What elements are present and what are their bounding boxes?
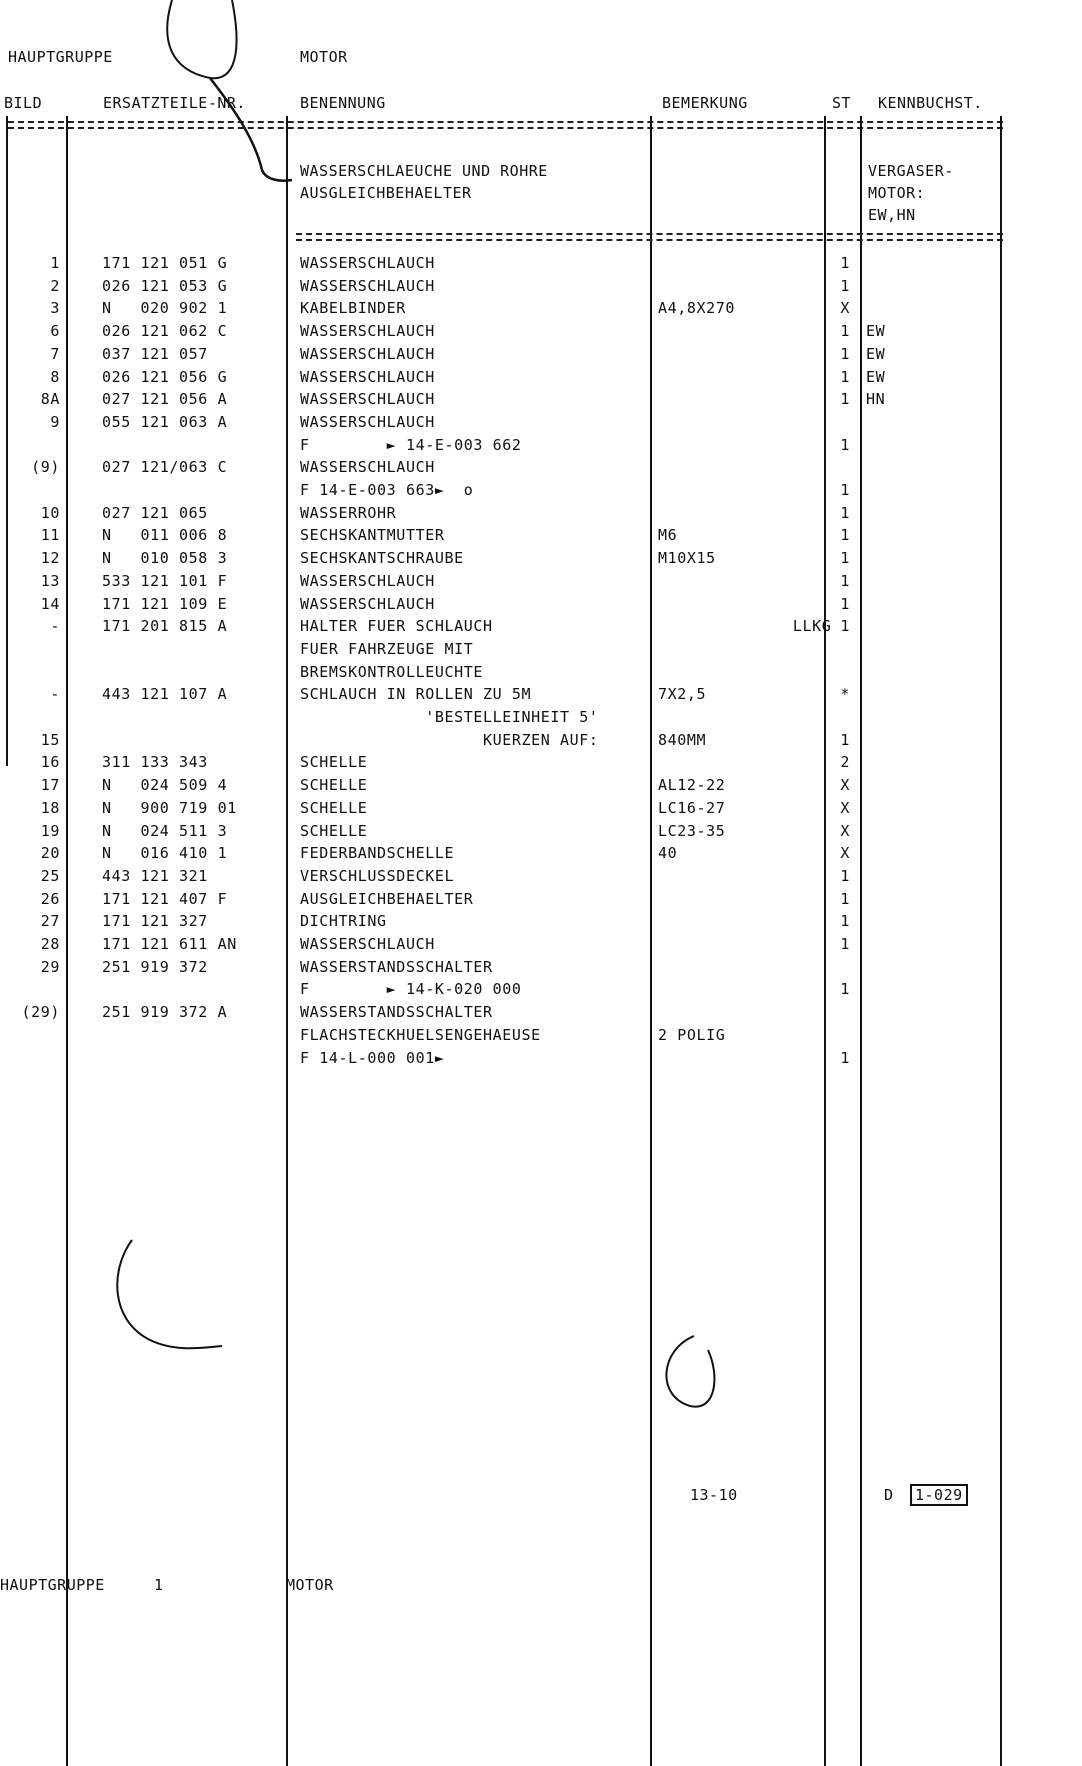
cell-st: 1 <box>840 866 850 885</box>
pen-stroke-diagonal <box>210 78 292 181</box>
cell-st: 1 <box>840 322 850 341</box>
cell-benennung: WASSERSCHLAUCH <box>300 412 435 431</box>
cell-st: 1 <box>840 481 850 499</box>
cell-bemerkung: M6 <box>658 526 678 545</box>
cell-bemerkung: AL12-22 <box>658 776 726 795</box>
cell-benennung: F ► 14-K-020 000 <box>300 980 522 999</box>
cell-benennung: DICHTRING <box>300 912 387 931</box>
cell-bemerkung: 40 <box>658 844 678 863</box>
cell-bemerkung: M10X15 <box>658 549 716 568</box>
cell-benennung: WASSERSCHLAUCH <box>300 935 435 953</box>
cell-bild: 28 <box>40 935 60 953</box>
bottom-group-name: MOTOR <box>286 1576 334 1594</box>
cell-part-number: 037 121 057 <box>102 344 208 363</box>
cell-part-number: N 024 509 4 <box>102 776 228 795</box>
cell-st: X <box>840 299 850 318</box>
cell-benennung: SCHELLE <box>300 798 368 817</box>
cell-part-number: N 024 511 3 <box>102 821 228 840</box>
cell-benennung: FLACHSTECKHUELSENGEHAEUSE <box>300 1025 541 1044</box>
cell-benennung: SECHSKANTSCHRAUBE <box>300 549 464 568</box>
cell-part-number: 026 121 056 G <box>102 367 228 386</box>
cell-bild: 12 <box>40 549 60 568</box>
cell-bild: 8 <box>50 367 60 386</box>
cell-part-number: 251 919 372 <box>102 957 208 976</box>
page-ref: 13-10 <box>690 1486 738 1504</box>
col-ersatzteil: ERSATZTEILE-NR. <box>103 94 246 112</box>
pen-arc-left <box>117 1240 222 1348</box>
cell-bild: 19 <box>40 821 60 840</box>
cell-bild: (29) <box>21 1003 60 1022</box>
cell-part-number: 171 121 109 E <box>102 594 228 613</box>
col-bild: BILD <box>4 94 43 112</box>
cell-part-number: 533 121 101 F <box>102 571 228 590</box>
cell-st: 1 <box>840 617 850 636</box>
cell-benennung: KUERZEN AUF: <box>300 730 599 749</box>
cell-st: 1 <box>840 276 850 295</box>
page-number-box: 1-029 <box>910 1484 968 1506</box>
cell-bild: 9 <box>50 412 60 431</box>
cell-bild: - <box>50 617 60 636</box>
bottom-group-number: 1 <box>154 1576 164 1594</box>
cell-part-number: 026 121 053 G <box>102 276 228 295</box>
cell-bild: 17 <box>40 776 60 795</box>
cell-part-number: N 020 902 1 <box>102 299 228 318</box>
cell-st: 1 <box>840 980 850 999</box>
cell-part-number: 443 121 321 <box>102 866 208 885</box>
cell-part-number: N 011 006 8 <box>102 526 228 545</box>
section-kb-2: MOTOR: <box>868 184 926 202</box>
cell-benennung: VERSCHLUSSDECKEL <box>300 866 455 885</box>
cell-bild: 20 <box>40 844 60 863</box>
cell-benennung: WASSERSCHLAUCH <box>300 344 435 363</box>
cell-benennung: SCHELLE <box>300 776 368 795</box>
hauptgruppe-label: HAUPTGRUPPE <box>8 48 113 66</box>
cell-st: 1 <box>840 935 850 953</box>
cell-st: X <box>840 776 850 795</box>
cell-benennung: WASSERSCHLAUCH <box>300 254 435 272</box>
bottom-hauptgruppe-label: HAUPTGRUPPE <box>0 1576 105 1594</box>
cell-part-number: 027 121/063 C <box>102 458 228 477</box>
cell-bild: 1 <box>50 254 60 272</box>
cell-part-number: 026 121 062 C <box>102 322 228 341</box>
cell-bild: 8A <box>40 390 60 409</box>
cell-st: 1 <box>840 526 850 545</box>
cell-benennung: AUSGLEICHBEHAELTER <box>300 889 474 908</box>
cell-st: 1 <box>840 730 850 749</box>
section-kb-1: VERGASER- <box>868 162 954 180</box>
cell-bild: 6 <box>50 322 60 341</box>
cell-bemerkung: 840MM <box>658 730 707 749</box>
cell-benennung: FEDERBANDSCHELLE <box>300 844 455 863</box>
cell-st: 1 <box>840 549 850 568</box>
cell-bemerkung: 7X2,5 <box>658 685 707 704</box>
cell-part-number: 027 121 065 <box>102 503 208 522</box>
cell-st: 1 <box>840 594 850 613</box>
cell-part-number: N 010 058 3 <box>102 549 228 568</box>
cell-benennung: 'BESTELLEINHEIT 5' <box>300 708 599 726</box>
cell-bild: 18 <box>40 798 60 817</box>
cell-benennung: WASSERROHR <box>300 503 397 522</box>
cell-benennung: F ► 14-E-003 662 <box>300 435 522 454</box>
cell-part-number: N 016 410 1 <box>102 844 228 863</box>
col-benennung: BENENNUNG <box>300 94 386 112</box>
cell-kennbuchst: HN <box>866 390 886 409</box>
cell-bild: 16 <box>40 753 60 772</box>
cell-bild: (9) <box>31 458 60 477</box>
cell-benennung: WASSERSTANDSSCHALTER <box>300 957 493 976</box>
cell-benennung: WASSERSCHLAUCH <box>300 571 435 590</box>
col-bemerkung: BEMERKUNG <box>662 94 748 112</box>
cell-bild: 13 <box>40 571 60 590</box>
section-title-2: AUSGLEICHBEHAELTER <box>300 184 472 202</box>
cell-st: 1 <box>840 503 850 522</box>
cell-st: X <box>840 798 850 817</box>
cell-benennung: SCHLAUCH IN ROLLEN ZU 5M <box>300 685 532 704</box>
cell-part-number: 171 121 611 AN <box>102 935 237 953</box>
cell-bild: 2 <box>50 276 60 295</box>
cell-benennung: F 14-L-000 001► <box>300 1048 445 1067</box>
cell-benennung: WASSERSCHLAUCH <box>300 367 435 386</box>
section-title-1: WASSERSCHLAEUCHE UND ROHRE <box>300 162 548 180</box>
cell-part-number: 027 121 056 A <box>102 390 228 409</box>
cell-benennung: SCHELLE <box>300 821 368 840</box>
cell-st: 1 <box>840 889 850 908</box>
cell-kennbuchst: EW <box>866 344 886 363</box>
cell-part-number: 055 121 063 A <box>102 412 228 431</box>
cell-bild: 15 <box>40 730 60 749</box>
cell-benennung: SCHELLE <box>300 753 368 772</box>
cell-part-number: 171 121 407 F <box>102 889 228 908</box>
cell-st: X <box>840 844 850 863</box>
group-name: MOTOR <box>300 48 348 66</box>
cell-part-number: 443 121 107 A <box>102 685 228 704</box>
cell-benennung: FUER FAHRZEUGE MIT <box>300 639 474 658</box>
cell-bild: 14 <box>40 594 60 613</box>
cell-bild: 27 <box>40 912 60 931</box>
lang-code: D <box>884 1486 894 1504</box>
cell-bild: 7 <box>50 344 60 363</box>
cell-kennbuchst: EW <box>866 367 886 386</box>
cell-st: 1 <box>840 571 850 590</box>
cell-st: 1 <box>840 390 850 409</box>
cell-part-number: 171 121 051 G <box>102 254 228 272</box>
cell-part-number: 171 201 815 A <box>102 617 228 636</box>
cell-benennung: WASSERSCHLAUCH <box>300 458 435 477</box>
cell-st: 1 <box>840 254 850 272</box>
col-kennbuchst: KENNBUCHST. <box>878 94 983 112</box>
cell-st: * <box>840 685 850 704</box>
cell-st: 1 <box>840 435 850 454</box>
cell-benennung: WASSERSTANDSSCHALTER <box>300 1003 493 1022</box>
section-kb-3: EW,HN <box>868 206 916 224</box>
col-st: ST <box>832 94 852 112</box>
cell-bild: 11 <box>40 526 60 545</box>
cell-benennung: WASSERSCHLAUCH <box>300 390 435 409</box>
cell-st: X <box>840 821 850 840</box>
cell-benennung: WASSERSCHLAUCH <box>300 322 435 341</box>
pen-circle-right <box>666 1336 714 1407</box>
cell-benennung: KABELBINDER <box>300 299 406 318</box>
cell-st: 1 <box>840 344 850 363</box>
cell-part-number: 311 133 343 <box>102 753 208 772</box>
cell-bild: 29 <box>40 957 60 976</box>
cell-part-number: 251 919 372 A <box>102 1003 228 1022</box>
cell-bild: 10 <box>40 503 60 522</box>
cell-benennung: WASSERSCHLAUCH <box>300 276 435 295</box>
cell-st: 1 <box>840 912 850 931</box>
cell-bild: 25 <box>40 866 60 885</box>
cell-benennung: SECHSKANTMUTTER <box>300 526 445 545</box>
cell-bemerkung: LC23-35 <box>658 821 726 840</box>
cell-bild: 26 <box>40 889 60 908</box>
cell-bild: 3 <box>50 299 60 318</box>
cell-st: 1 <box>840 1048 850 1067</box>
cell-bemerkung: 2 POLIG <box>658 1025 726 1044</box>
cell-bemerkung: LC16-27 <box>658 798 726 817</box>
cell-bild: - <box>50 685 60 704</box>
cell-bemerkung: LLKG <box>658 617 832 636</box>
cell-part-number: N 900 719 01 <box>102 798 237 817</box>
cell-benennung: BREMSKONTROLLEUCHTE <box>300 662 483 681</box>
cell-part-number: 171 121 327 <box>102 912 208 931</box>
cell-benennung: WASSERSCHLAUCH <box>300 594 435 613</box>
cell-benennung: F 14-E-003 663► o <box>300 481 474 499</box>
cell-st: 1 <box>840 367 850 386</box>
cell-bemerkung: A4,8X270 <box>658 299 736 318</box>
pen-stroke-top <box>167 0 236 78</box>
cell-st: 2 <box>840 753 850 772</box>
cell-kennbuchst: EW <box>866 322 886 341</box>
cell-benennung: HALTER FUER SCHLAUCH <box>300 617 493 636</box>
